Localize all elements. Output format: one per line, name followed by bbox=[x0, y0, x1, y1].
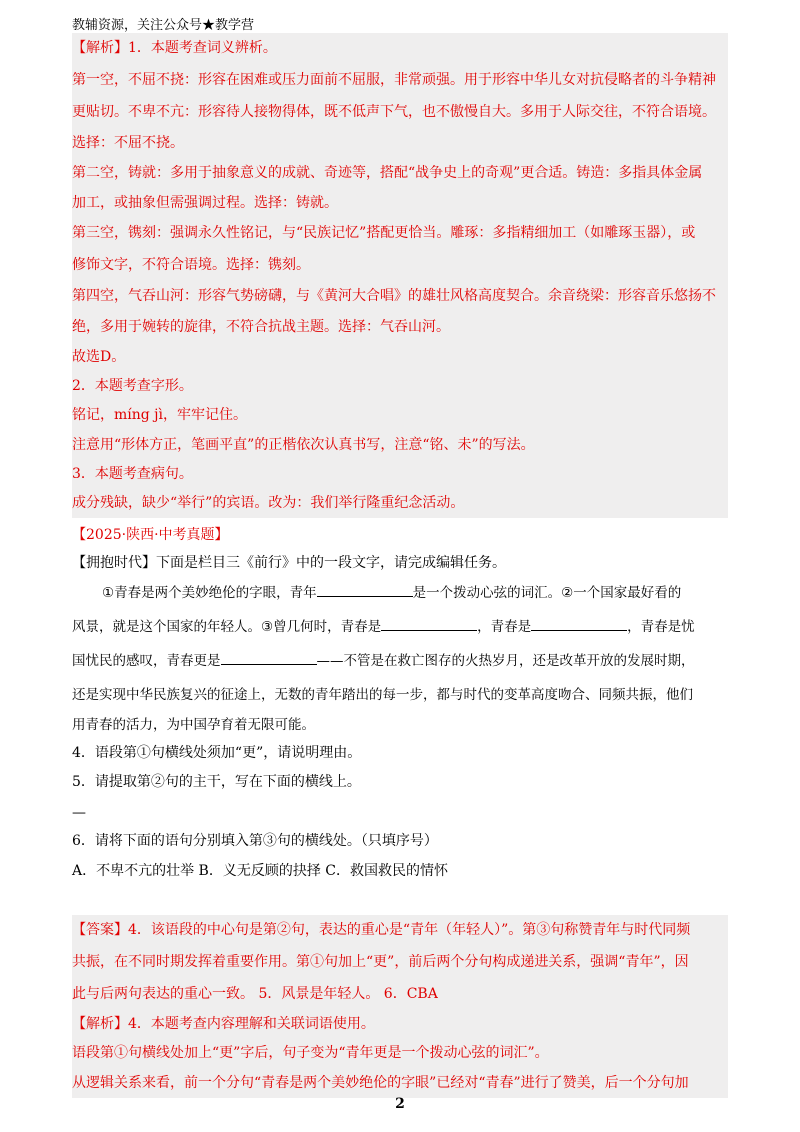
fill-blank[interactable] bbox=[531, 616, 627, 631]
answer-line: 此与后两句表达的重心一致。 5．风景是年轻人。 6．CBA bbox=[72, 979, 728, 1009]
answer-line: 共振，在不同时期发挥着重要作用。第①句加上“更”，前后两个分句构成递进关系，强调“青年”，因 bbox=[72, 947, 728, 977]
passage-line-2 bbox=[72, 612, 728, 642]
question-6: 6．请将下面的语句分别填入第③句的横线处。（只填序号） bbox=[72, 833, 438, 849]
analysis-line: 第一空，不屈不挠：形容在困难或压力面前不屈服，非常顽强。用于形容中华儿女对抗侵略者的斗争精神 bbox=[72, 65, 728, 95]
passage-line-1 bbox=[102, 578, 758, 608]
analysis-line: 修饰文字，不符合语境。选择：镌刻。 bbox=[72, 250, 728, 280]
analysis-line: 更贴切。不卑不亢：形容待人接物得体，既不低声下气，也不傲慢自大。多用于人际交往，不符合语境。 bbox=[72, 97, 728, 127]
question-intro: 【拥抱时代】下面是栏目三《前行》中的一段文字，请完成编辑任务。 bbox=[72, 555, 506, 571]
analysis-line: 铭记，míng jì，牢牢记住。 bbox=[72, 400, 728, 430]
answer-line: 【解析】4．本题考查内容理解和关联词语使用。 bbox=[72, 1009, 728, 1039]
fill-blank[interactable] bbox=[381, 616, 477, 631]
answer-line: 【答案】4．该语段的中心句是第②句，表达的重心是“青年（年轻人）”。第③句称赞青年与时代同频 bbox=[72, 915, 728, 945]
analysis-line: 3．本题考查病句。 bbox=[72, 459, 728, 489]
passage-text: 是一个拨动心弦的词汇。②一个国家最好看的 bbox=[412, 585, 682, 601]
passage-text: ，青春是 bbox=[477, 619, 532, 635]
analysis-line: 注意用“形体方正，笔画平直”的正楷依次认真书写，注意“铭、未”的写法。 bbox=[72, 430, 728, 460]
analysis-line: 成分残缺，缺少“举行”的宾语。改为：我们举行隆重纪念活动。 bbox=[72, 488, 728, 518]
question-6-options: A．不卑不亢的壮举 B．义无反顾的抉择 C．救国救民的情怀 bbox=[72, 863, 449, 879]
passage-text: 风景，就是这个国家的年轻人。③曾几何时，青春是 bbox=[72, 619, 382, 635]
fill-blank[interactable] bbox=[317, 582, 413, 597]
analysis-line: 第三空，镌刻：强调永久性铭记，与“民族记忆”搭配更恰当。雕琢：多指精细加工（如雕琢玉器），或 bbox=[72, 218, 728, 248]
passage-line-3 bbox=[72, 646, 728, 676]
analysis-line: 故选D。 bbox=[72, 342, 728, 372]
analysis-line: 【解析】1．本题考查词义辨析。 bbox=[72, 33, 728, 63]
fill-blank[interactable] bbox=[221, 650, 317, 665]
question-5: 5．请提取第②句的主干，写在下面的横线上。 bbox=[72, 774, 361, 790]
page-number: 2 bbox=[395, 1096, 405, 1112]
analysis-line: 加工，或抽象但需强调过程。选择：铸就。 bbox=[72, 188, 728, 218]
page-header: 教辅资源，关注公众号★教学营 bbox=[72, 14, 728, 38]
analysis-line: 第四空，气吞山河：形容气势磅礴，与《黄河大合唱》的雄壮风格高度契合。余音绕梁：形容音乐悠扬不 bbox=[72, 281, 728, 311]
analysis-line: 绝，多用于婉转的旋律，不符合抗战主题。选择：气吞山河。 bbox=[72, 312, 728, 342]
analysis-line: 第二空，铸就：多用于抽象意义的成就、奇迹等，搭配“战争史上的奇观”更合适。铸造：多指具体金属 bbox=[72, 158, 728, 188]
question-source: 【2025·陕西·中考真题】 bbox=[72, 527, 229, 543]
answer-line: 语段第①句横线处加上“更”字后，句子变为“青年更是一个拨动心弦的词汇”。 bbox=[72, 1038, 728, 1068]
analysis-line: 选择：不屈不挠。 bbox=[72, 128, 728, 158]
passage-line-5: 用青春的活力，为中国孕育着无限可能。 bbox=[72, 717, 315, 733]
passage-text: ——不管是在救亡图存的火热岁月，还是改革开放的发展时期， bbox=[316, 653, 695, 669]
passage-text: ，青春是忧 bbox=[627, 619, 695, 635]
passage-text: 国忧民的感叹，青春更是 bbox=[72, 653, 221, 669]
analysis-line: 2．本题考查字形。 bbox=[72, 371, 728, 401]
passage-text: ①青春是两个美妙绝伦的字眼，青年 bbox=[102, 585, 317, 601]
answer-line[interactable]: — bbox=[72, 805, 86, 821]
answer-line: 从逻辑关系来看，前一个分句“青春是两个美妙绝伦的字眼”已经对“青春”进行了赞美，后一个分句加 bbox=[72, 1068, 728, 1098]
passage-line-4: 还是实现中华民族复兴的征途上，无数的青年踏出的每一步，都与时代的变革高度吻合、同频共振，他们 bbox=[72, 687, 693, 703]
question-4: 4．语段第①句横线处须加“更”，请说明理由。 bbox=[72, 745, 362, 761]
